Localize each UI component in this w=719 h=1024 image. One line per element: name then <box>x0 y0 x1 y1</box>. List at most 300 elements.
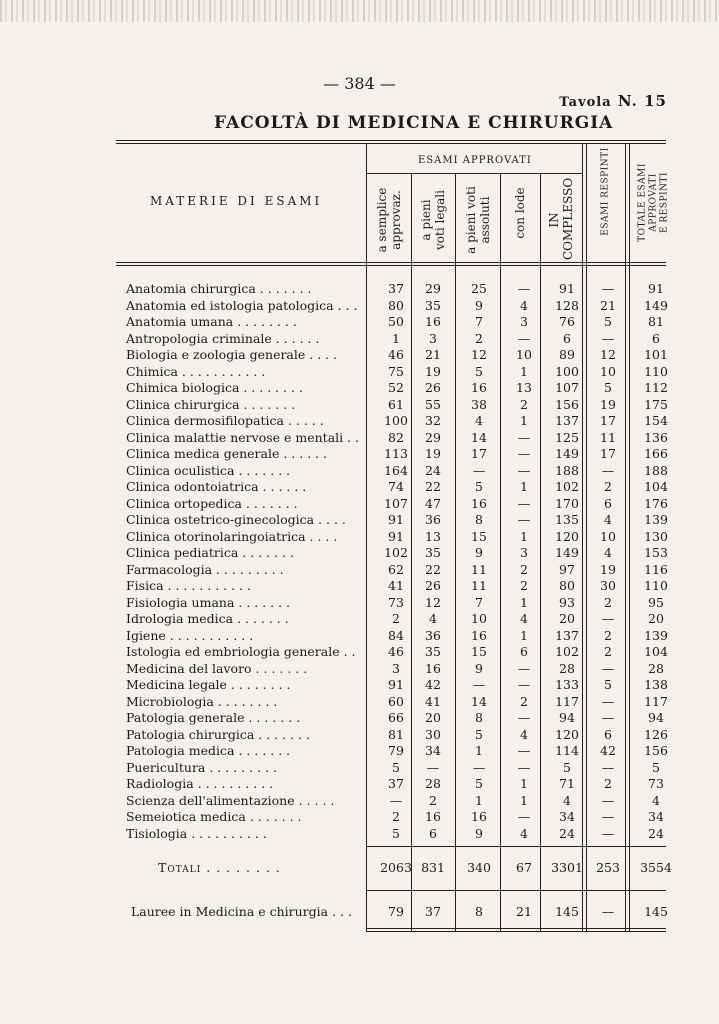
header-totale-line1: TOTALE ESAMI <box>637 163 648 242</box>
cell-pieni-legali: 16 <box>425 314 441 329</box>
cell-respinti: — <box>601 710 615 725</box>
header-bottom-rule-2 <box>116 265 666 266</box>
header-totale-line2: APPROVATI <box>648 173 659 232</box>
scan-edge <box>0 0 719 22</box>
cell-pieni-assoluti: 16 <box>471 627 487 643</box>
cell-semplice: 5 <box>392 759 400 775</box>
cell-complesso: 125 <box>555 429 579 445</box>
cell-complesso: 93 <box>559 594 575 610</box>
cell-semplice: 91 <box>388 677 404 692</box>
cell-pieni-assoluti: 8 <box>475 512 483 527</box>
row-label: Semeiotica medica . . . . . . . <box>126 809 302 824</box>
cell-semplice: 62 <box>388 561 404 577</box>
cell-respinti: 2 <box>604 594 612 610</box>
table-row <box>0 281 719 298</box>
cell-respinti: 2 <box>604 479 612 494</box>
cell-pieni-legali: 16 <box>425 809 441 824</box>
row-label: Anatomia ed istologia patologica . . . <box>126 297 358 313</box>
cell-pieni-assoluti: 11 <box>471 578 487 593</box>
cell-semplice: 52 <box>388 380 404 395</box>
cell-respinti: 19 <box>600 396 616 412</box>
table-body <box>0 281 719 842</box>
header-semplice-line2: approvaz. <box>389 190 403 250</box>
cell-pieni-assoluti: — <box>472 462 486 478</box>
cell-pieni-assoluti: 16 <box>471 809 487 824</box>
cell-lode: 2 <box>520 561 528 577</box>
cell-pieni-assoluti: 10 <box>471 611 487 626</box>
table-row <box>0 347 719 364</box>
cell-totale: 24 <box>648 825 664 841</box>
cell-pieni-legali: 30 <box>425 726 441 742</box>
cell-pieni-legali: — <box>426 759 440 775</box>
cell-lode: 13 <box>516 380 532 395</box>
header-pieni-legali-line2: voti legali <box>433 190 447 250</box>
cell-pieni-assoluti: 7 <box>475 314 483 329</box>
table-number-value: N. 15 <box>617 92 667 110</box>
cell-totale: 156 <box>644 743 668 758</box>
row-label: Anatomia chirurgica . . . . . . . <box>126 281 312 296</box>
cell-semplice: 100 <box>384 413 408 428</box>
cell-respinti: — <box>601 611 615 626</box>
cell-respinti: 2 <box>604 644 612 659</box>
cell-lode: 4 <box>520 297 528 313</box>
cell-pieni-legali: 26 <box>425 380 441 395</box>
table-row <box>0 661 719 678</box>
cell-totale: 94 <box>648 710 664 725</box>
row-label: Chimica . . . . . . . . . . . <box>126 363 266 379</box>
row-label: Clinica oculistica . . . . . . . <box>126 462 291 478</box>
cell-pieni-legali: 16 <box>425 660 441 676</box>
esami-approvati-header: ESAMI APPROVATI <box>418 155 532 166</box>
cell-pieni-assoluti: — <box>472 759 486 775</box>
table-row <box>0 463 719 480</box>
header-lode <box>513 173 527 253</box>
cell-totale: 73 <box>648 776 664 791</box>
cell-respinti: 30 <box>600 578 616 593</box>
row-label: Clinica pediatrica . . . . . . . <box>126 545 294 560</box>
cell-semplice: 84 <box>388 627 404 643</box>
row-label: Clinica ortopedica . . . . . . . <box>126 495 298 511</box>
table-row <box>0 397 719 414</box>
header-totale-line3: E RESPINTI <box>659 172 670 233</box>
cell-semplice: 73 <box>388 594 404 610</box>
row-label: Clinica chirurgica . . . . . . . <box>126 396 296 412</box>
total-respinti: 253 <box>596 860 620 875</box>
cell-totale: 154 <box>644 413 668 428</box>
cell-pieni-assoluti: 14 <box>471 429 487 445</box>
cell-respinti: 5 <box>604 314 612 329</box>
cell-semplice: 164 <box>384 462 408 478</box>
cell-pieni-assoluti: 9 <box>475 297 483 313</box>
cell-complesso: 120 <box>555 726 579 742</box>
table-row <box>0 578 719 595</box>
total-totale: 3554 <box>640 860 672 875</box>
row-label: Clinica ostetrico-ginecologica . . . . <box>126 512 346 527</box>
cell-respinti: — <box>601 693 615 709</box>
cell-lode: 1 <box>520 479 528 494</box>
cell-respinti: 42 <box>600 743 616 758</box>
cell-pieni-legali: 21 <box>425 347 441 362</box>
row-label: Clinica medica generale . . . . . . <box>126 446 328 461</box>
row-label: Patologia chirurgica . . . . . . . <box>126 726 310 742</box>
cell-semplice: 91 <box>388 512 404 527</box>
row-label: Patologia generale . . . . . . . <box>126 710 301 725</box>
row-label: Istologia ed embriologia generale . . <box>126 644 356 659</box>
cell-pieni-legali: 35 <box>425 644 441 659</box>
cell-pieni-assoluti: 1 <box>475 792 483 808</box>
table-row <box>0 298 719 315</box>
cell-complesso: 114 <box>555 743 579 758</box>
cell-pieni-legali: 47 <box>425 495 441 511</box>
cell-pieni-legali: 32 <box>425 413 441 428</box>
cell-lode: — <box>517 462 531 478</box>
table-row <box>0 694 719 711</box>
header-complesso-line1: IN <box>547 212 561 228</box>
cell-complesso: 149 <box>555 446 579 461</box>
row-label: Patologia medica . . . . . . . <box>126 743 291 758</box>
cell-pieni-legali: 29 <box>425 429 441 445</box>
cell-lode: — <box>517 743 531 758</box>
row-label: Scienza dell'alimentazione . . . . . <box>126 792 335 808</box>
cell-totale: 104 <box>644 644 668 659</box>
cell-complesso: 170 <box>555 495 579 511</box>
cell-pieni-assoluti: 5 <box>475 726 483 742</box>
lauree-respinti: — <box>601 904 615 919</box>
cell-semplice: 79 <box>388 743 404 758</box>
table-bottom-rule-2 <box>366 931 666 932</box>
cell-respinti: — <box>601 792 615 808</box>
cell-respinti: 10 <box>600 363 616 379</box>
table-row <box>0 760 719 777</box>
cell-respinti: 2 <box>604 776 612 791</box>
cell-respinti: — <box>601 809 615 824</box>
cell-semplice: 74 <box>388 479 404 494</box>
cell-totale: 188 <box>644 462 668 478</box>
cell-complesso: 137 <box>555 627 579 643</box>
cell-totale: 176 <box>644 495 668 511</box>
cell-semplice: 80 <box>388 297 404 313</box>
table-row <box>0 413 719 430</box>
page-number: — 384 — <box>323 74 396 93</box>
cell-pieni-legali: 28 <box>425 776 441 791</box>
table-row <box>0 628 719 645</box>
cell-lode: 1 <box>520 528 528 544</box>
table-row <box>0 529 719 546</box>
cell-pieni-assoluti: 9 <box>475 545 483 560</box>
cell-lode: 1 <box>520 413 528 428</box>
cell-respinti: — <box>601 462 615 478</box>
cell-pieni-assoluti: 5 <box>475 776 483 791</box>
cell-respinti: 5 <box>604 677 612 692</box>
cell-respinti: — <box>601 825 615 841</box>
cell-complesso: 188 <box>555 462 579 478</box>
cell-complesso: 100 <box>555 363 579 379</box>
cell-respinti: 11 <box>600 429 616 445</box>
cell-pieni-legali: 24 <box>425 462 441 478</box>
cell-semplice: 5 <box>392 825 400 841</box>
cell-complesso: 107 <box>555 380 579 395</box>
cell-totale: 136 <box>644 429 668 445</box>
row-label: Radiologia . . . . . . . . . . <box>126 776 274 791</box>
cell-complesso: 97 <box>559 561 575 577</box>
row-label: Fisiologia umana . . . . . . . <box>126 594 291 610</box>
cell-semplice: 81 <box>388 726 404 742</box>
cell-pieni-legali: 36 <box>425 627 441 643</box>
cell-semplice: 91 <box>388 528 404 544</box>
header-lode-line1: con lode <box>513 187 527 239</box>
row-label: Clinica malattie nervose e mentali . . <box>126 429 360 445</box>
cell-respinti: — <box>601 330 615 346</box>
row-label: Medicina legale . . . . . . . . <box>126 677 291 692</box>
cell-totale: 34 <box>648 809 664 824</box>
cell-totale: 126 <box>644 726 668 742</box>
cell-lode: 2 <box>520 396 528 412</box>
cell-totale: 104 <box>644 479 668 494</box>
cell-respinti: 12 <box>600 347 616 362</box>
cell-pieni-assoluti: 2 <box>475 330 483 346</box>
cell-pieni-assoluti: 7 <box>475 594 483 610</box>
cell-pieni-legali: 22 <box>425 561 441 577</box>
cell-totale: 130 <box>644 528 668 544</box>
cell-semplice: 3 <box>392 660 400 676</box>
cell-complesso: 6 <box>563 330 571 346</box>
cell-complesso: 156 <box>555 396 579 412</box>
materie-header: MATERIE DI ESAMI <box>150 194 323 208</box>
cell-pieni-assoluti: 15 <box>471 528 487 544</box>
row-label: Biologia e zoologia generale . . . . <box>126 347 338 362</box>
cell-pieni-assoluti: 5 <box>475 363 483 379</box>
cell-respinti: 2 <box>604 627 612 643</box>
total-pieni-assoluti: 340 <box>467 860 491 875</box>
row-label: Farmacologia . . . . . . . . . <box>126 561 284 577</box>
cell-totale: 20 <box>648 611 664 626</box>
cell-respinti: 10 <box>600 528 616 544</box>
row-label: Puericultura . . . . . . . . . <box>126 759 277 775</box>
cell-semplice: 37 <box>388 281 404 296</box>
row-label: Chimica biologica . . . . . . . . <box>126 380 303 395</box>
row-label: Clinica dermosifilopatica . . . . . <box>126 413 324 428</box>
cell-complesso: 71 <box>559 776 575 791</box>
cell-semplice: 107 <box>384 495 408 511</box>
table-row <box>0 331 719 348</box>
cell-lode: 4 <box>520 726 528 742</box>
cell-pieni-assoluti: 1 <box>475 743 483 758</box>
cell-totale: 138 <box>644 677 668 692</box>
cell-pieni-legali: 13 <box>425 528 441 544</box>
header-top-rule <box>116 140 666 141</box>
header-complesso <box>547 177 575 260</box>
cell-semplice: 61 <box>388 396 404 412</box>
table-row <box>0 710 719 727</box>
cell-pieni-assoluti: 15 <box>471 644 487 659</box>
cell-pieni-legali: 3 <box>429 330 437 346</box>
cell-lode: — <box>517 495 531 511</box>
cell-pieni-legali: 2 <box>429 792 437 808</box>
cell-pieni-assoluti: 9 <box>475 660 483 676</box>
cell-respinti: — <box>601 759 615 775</box>
cell-lode: — <box>517 677 531 692</box>
table-row <box>0 595 719 612</box>
cell-semplice: 37 <box>388 776 404 791</box>
cell-pieni-legali: 20 <box>425 710 441 725</box>
cell-lode: — <box>517 512 531 527</box>
table-row <box>0 727 719 744</box>
row-label: Antropologia criminale . . . . . . <box>126 330 320 346</box>
cell-totale: 81 <box>648 314 664 329</box>
cell-totale: 112 <box>644 380 668 395</box>
cell-pieni-legali: 55 <box>425 396 441 412</box>
table-row <box>0 380 719 397</box>
cell-lode: 4 <box>520 611 528 626</box>
header-pieni-assoluti-line2: assoluti <box>478 196 492 244</box>
cell-respinti: 4 <box>604 512 612 527</box>
row-label: Microbiologia . . . . . . . . <box>126 693 278 709</box>
cell-respinti: 5 <box>604 380 612 395</box>
cell-respinti: — <box>601 281 615 296</box>
cell-totale: 28 <box>648 660 664 676</box>
total-lode: 67 <box>516 860 532 875</box>
cell-complesso: 137 <box>555 413 579 428</box>
cell-complesso: 34 <box>559 809 575 824</box>
cell-pieni-legali: 22 <box>425 479 441 494</box>
cell-pieni-assoluti: 38 <box>471 396 487 412</box>
cell-respinti: 17 <box>600 413 616 428</box>
table-row <box>0 446 719 463</box>
cell-totale: 101 <box>644 347 668 362</box>
total-semplice: 2063 <box>380 860 412 875</box>
row-label: Medicina del lavoro . . . . . . . <box>126 660 308 676</box>
cell-complesso: 102 <box>555 479 579 494</box>
table-row <box>0 826 719 843</box>
cell-semplice: 113 <box>384 446 408 461</box>
cell-pieni-assoluti: 17 <box>471 446 487 461</box>
cell-pieni-assoluti: 11 <box>471 561 487 577</box>
cell-pieni-legali: 35 <box>425 297 441 313</box>
cell-semplice: 2 <box>392 809 400 824</box>
cell-pieni-assoluti: 14 <box>471 693 487 709</box>
table-row <box>0 743 719 760</box>
cell-complesso: 135 <box>555 512 579 527</box>
cell-totale: 166 <box>644 446 668 461</box>
cell-complesso: 28 <box>559 660 575 676</box>
cell-totale: 91 <box>648 281 664 296</box>
lauree-pieni-assoluti: 8 <box>475 904 483 919</box>
row-label: Anatomia umana . . . . . . . . <box>126 314 297 329</box>
cell-pieni-legali: 36 <box>425 512 441 527</box>
cell-lode: 3 <box>520 545 528 560</box>
cell-lode: — <box>517 281 531 296</box>
header-bottom-rule <box>116 262 666 263</box>
cell-complesso: 20 <box>559 611 575 626</box>
page-title: FACOLTÀ DI MEDICINA E CHIRURGIA <box>214 113 614 133</box>
cell-pieni-legali: 12 <box>425 594 441 610</box>
cell-respinti: — <box>601 660 615 676</box>
header-top-rule-2 <box>116 143 666 144</box>
cell-semplice: 60 <box>388 693 404 709</box>
cell-pieni-assoluti: 5 <box>475 479 483 494</box>
cell-pieni-legali: 19 <box>425 363 441 379</box>
cell-respinti: 19 <box>600 561 616 577</box>
cell-lode: 10 <box>516 347 532 362</box>
cell-lode: 1 <box>520 594 528 610</box>
cell-complesso: 4 <box>563 792 571 808</box>
table-row <box>0 545 719 562</box>
table-row <box>0 644 719 661</box>
table-row <box>0 496 719 513</box>
cell-respinti: 21 <box>600 297 616 313</box>
cell-pieni-legali: 6 <box>429 825 437 841</box>
cell-lode: — <box>517 660 531 676</box>
header-respinti <box>601 142 612 242</box>
cell-totale: 116 <box>644 561 668 577</box>
cell-complesso: 5 <box>563 759 571 775</box>
header-semplice-line1: a semplice <box>375 187 389 253</box>
cell-pieni-assoluti: 9 <box>475 825 483 841</box>
cell-pieni-assoluti: 16 <box>471 495 487 511</box>
cell-pieni-assoluti: 25 <box>471 281 487 296</box>
cell-lode: 2 <box>520 578 528 593</box>
cell-pieni-assoluti: — <box>472 677 486 692</box>
header-totale <box>638 153 671 253</box>
header-semplice <box>375 180 403 260</box>
esami-approvati-rule <box>366 173 582 174</box>
cell-complesso: 128 <box>555 297 579 313</box>
cell-lode: 1 <box>520 627 528 643</box>
cell-pieni-assoluti: 4 <box>475 413 483 428</box>
table-row <box>0 562 719 579</box>
cell-totale: 175 <box>644 396 668 412</box>
cell-lode: 1 <box>520 776 528 791</box>
cell-totale: 149 <box>644 297 668 313</box>
cell-respinti: 6 <box>604 726 612 742</box>
cell-totale: 117 <box>644 693 668 709</box>
header-complesso-line2: COMPLESSO <box>561 177 575 260</box>
lauree-lode: 21 <box>516 904 532 919</box>
cell-semplice: 82 <box>388 429 404 445</box>
cell-lode: 1 <box>520 363 528 379</box>
cell-complesso: 102 <box>555 644 579 659</box>
lauree-totale: 145 <box>644 904 668 919</box>
cell-complesso: 76 <box>559 314 575 329</box>
table-row <box>0 677 719 694</box>
cell-totale: 139 <box>644 512 668 527</box>
cell-complesso: 80 <box>559 578 575 593</box>
cell-semplice: 66 <box>388 710 404 725</box>
cell-pieni-assoluti: 8 <box>475 710 483 725</box>
cell-lode: — <box>517 759 531 775</box>
cell-pieni-legali: 34 <box>425 743 441 758</box>
table-row <box>0 430 719 447</box>
table-row <box>0 479 719 496</box>
cell-semplice: 50 <box>388 314 404 329</box>
cell-totale: 6 <box>652 330 660 346</box>
cell-totale: 110 <box>644 578 668 593</box>
cell-complesso: 120 <box>555 528 579 544</box>
cell-lode: — <box>517 330 531 346</box>
cell-semplice: 46 <box>388 644 404 659</box>
cell-complesso: 149 <box>555 545 579 560</box>
table-row <box>0 611 719 628</box>
cell-lode: 4 <box>520 825 528 841</box>
row-label: Fisica . . . . . . . . . . . <box>126 578 251 593</box>
cell-respinti: 17 <box>600 446 616 461</box>
cell-lode: — <box>517 809 531 824</box>
row-label: Clinica otorinolaringoiatrica . . . . <box>126 528 338 544</box>
cell-complesso: 89 <box>559 347 575 362</box>
table-row <box>0 314 719 331</box>
cell-complesso: 24 <box>559 825 575 841</box>
cell-lode: 1 <box>520 792 528 808</box>
